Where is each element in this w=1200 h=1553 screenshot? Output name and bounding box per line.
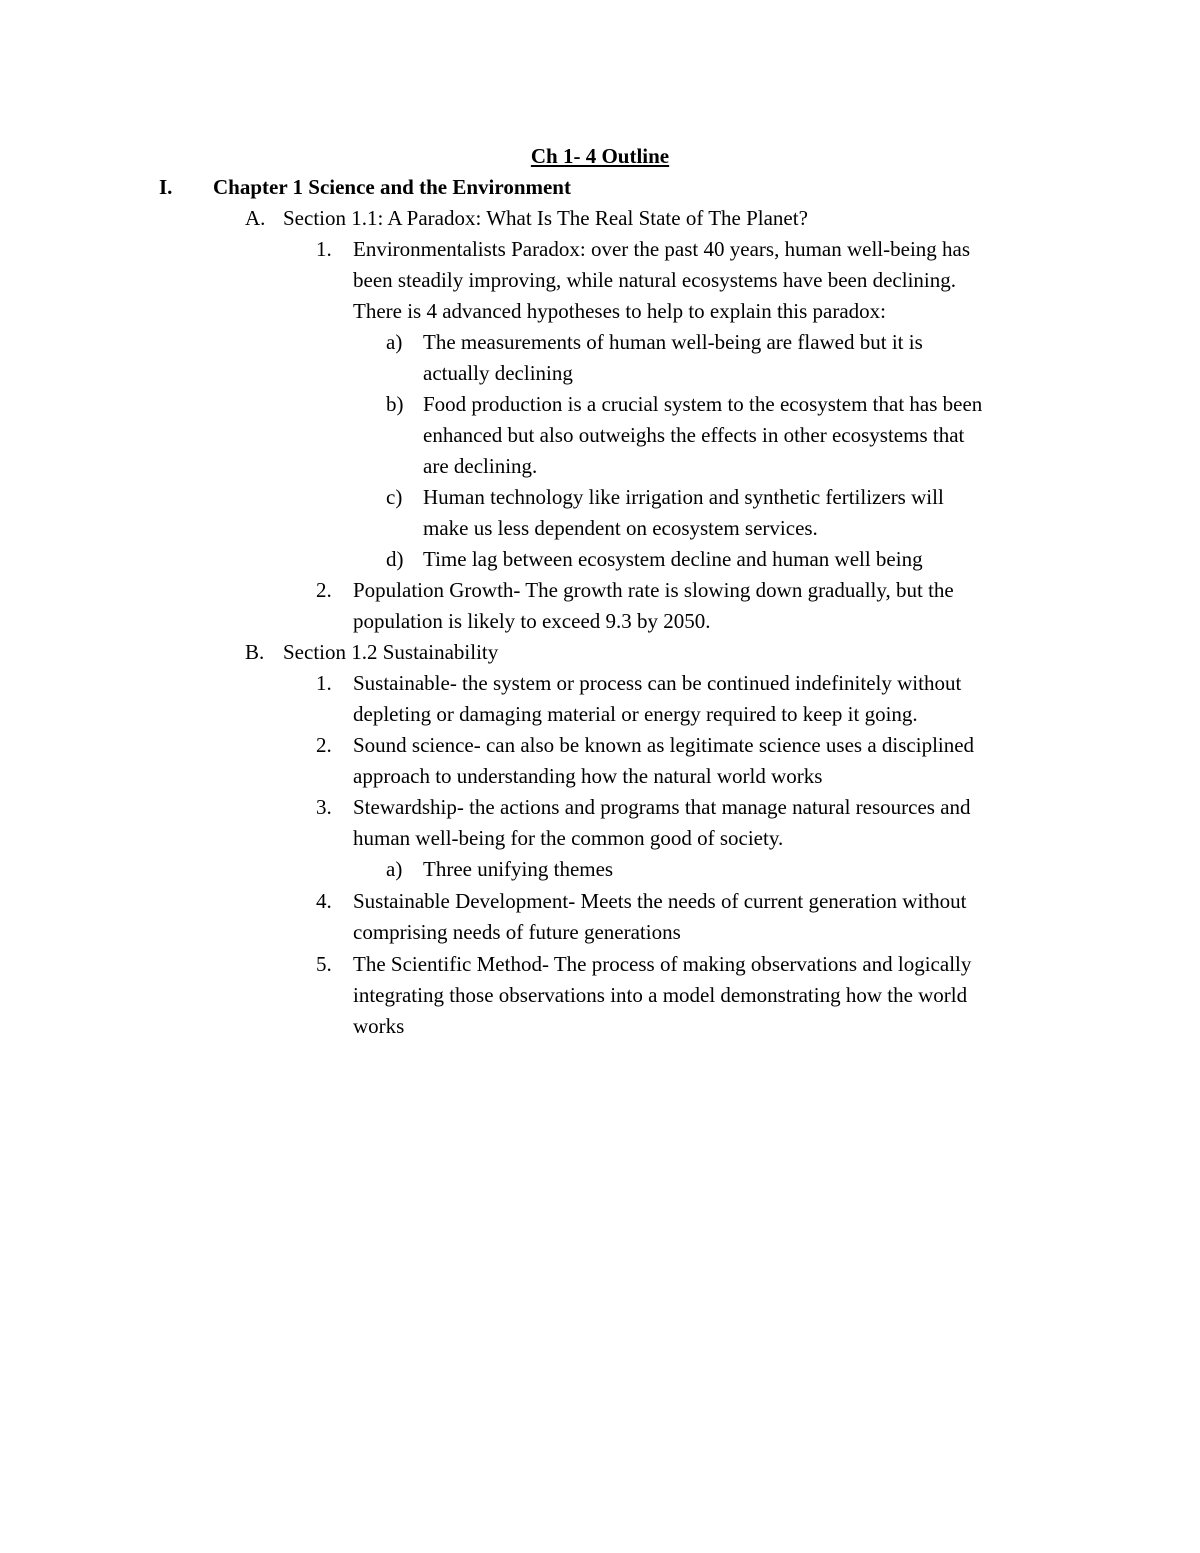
list-item-text: Stewardship- the actions and programs that manage natural resources and [353, 795, 971, 819]
list-item-text: integrating those observations into a model demonstrating how the world [353, 983, 968, 1007]
list-item-text: Environmentalists Paradox: over the past 40 years, human well-being has [353, 237, 971, 261]
list-item-text: population is likely to exceed 9.3 by 2050. [353, 609, 711, 633]
sublist-item-text: Food production is a crucial system to the ecosystem that has been [423, 392, 983, 416]
list-item-text: The Scientific Method- The process of making observations and logically [353, 952, 972, 976]
list-item-text: works [353, 1014, 405, 1038]
list-item-text: depleting or damaging material or energy required to keep it going. [353, 702, 918, 726]
sublist-item-marker: d) [386, 547, 404, 571]
sublist-item-text: make us less dependent on ecosystem services. [423, 516, 818, 540]
sublist-item-marker: b) [386, 392, 404, 416]
sublist-item-marker: c) [386, 485, 403, 509]
section-heading: Section 1.1: A Paradox: What Is The Real State of The Planet? [283, 206, 808, 230]
sublist-item-text: Human technology like irrigation and synthetic fertilizers will [423, 485, 944, 509]
section-marker: A. [245, 206, 266, 230]
sublist-item-text: actually declining [423, 361, 573, 385]
chapter-marker: I. [159, 175, 173, 199]
list-item-marker: 3. [316, 795, 332, 819]
sublist-item-text: enhanced but also outweighs the effects in other ecosystems that [423, 423, 965, 447]
sublist-item-marker: a) [386, 330, 403, 354]
list-item-text: Sustainable- the system or process can be continued indefinitely without [353, 671, 962, 695]
sublist-item-marker: a) [386, 857, 403, 881]
list-item-text: Sound science- can also be known as legitimate science uses a disciplined [353, 733, 975, 757]
sublist-item-text: Three unifying themes [423, 857, 614, 881]
list-item-marker: 2. [316, 733, 332, 757]
sublist-item-text: The measurements of human well-being are flawed but it is [423, 330, 923, 354]
list-item-text: Population Growth- The growth rate is slowing down gradually, but the [353, 578, 954, 602]
list-item-marker: 5. [316, 952, 332, 976]
document-title: Ch 1- 4 Outline [530, 144, 670, 168]
list-item-marker: 1. [316, 237, 332, 261]
section-heading: Section 1.2 Sustainability [283, 640, 499, 664]
list-item-text: approach to understanding how the natural world works [353, 764, 823, 788]
list-item-text: There is 4 advanced hypotheses to help to explain this paradox: [353, 299, 887, 323]
sublist-item-text: Time lag between ecosystem decline and human well being [423, 547, 923, 571]
list-item-text: human well-being for the common good of society. [353, 826, 784, 850]
section-marker: B. [245, 640, 265, 664]
chapter-heading: Chapter 1 Science and the Environment [213, 175, 571, 199]
list-item-text: Sustainable Development- Meets the needs of current generation without [353, 889, 967, 913]
sublist-item-text: are declining. [423, 454, 538, 478]
list-item-marker: 4. [316, 889, 332, 913]
list-item-text: been steadily improving, while natural ecosystems have been declining. [353, 268, 956, 292]
list-item-marker: 2. [316, 578, 332, 602]
list-item-marker: 1. [316, 671, 332, 695]
list-item-text: comprising needs of future generations [353, 920, 681, 944]
